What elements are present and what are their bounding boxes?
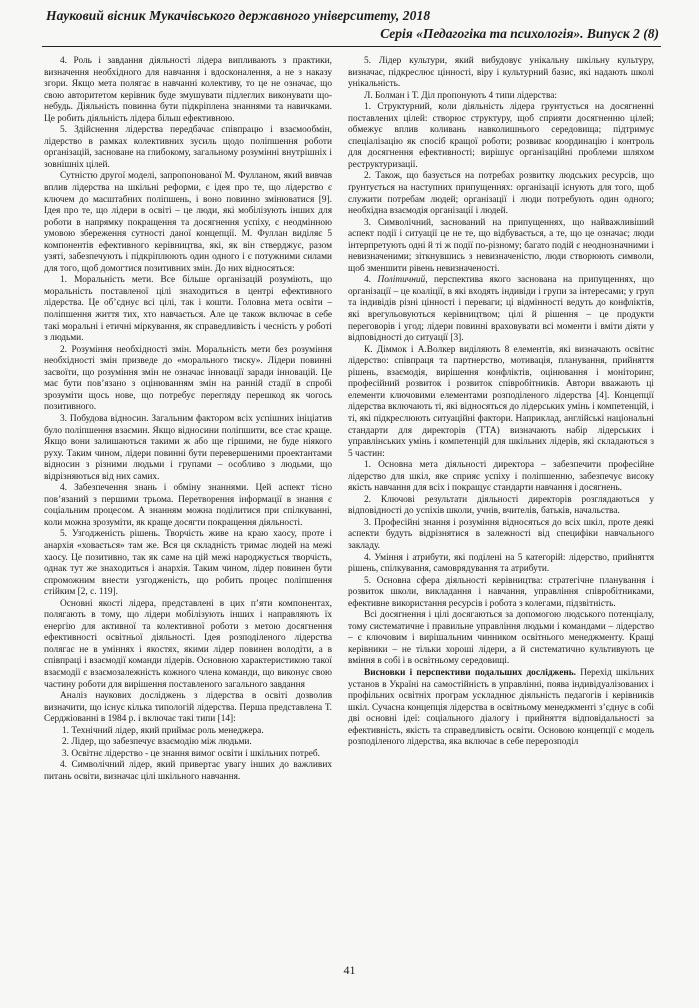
paragraph: Всі досягнення і цілі досягаються за допомогою людського потенціалу, тому систематичне і правильне управління людьми і командами – лідерство – є ключовим і вирішальним чинником освітнього менеджменту. Кращі керівники – не тільки хороші лідери, а й систематично культивують це вміння в собі і в освітньому середовищі. xyxy=(348,610,654,667)
left-column xyxy=(44,56,332,783)
conclusion-body: Перехід шкільних установ в Україні на самостійність в управлінні, поява індивідуалізованих і профільних освітніх програм ускладнює діяльність педагогів і керівників шкіл. Сучасна концепція лідерства в освітньому менеджменті з’єднує в собі дві основні ідеї: соціального діалогу і прийняття відповідальності за ефективність, якість та справедливість освіти. Основою концепції є модель розподіленого лідерства, яка включає в себе перерозподіл xyxy=(348,667,654,748)
paragraph: Л. Болман і Т. Діл пропонують 4 типи лідерства: xyxy=(364,90,558,101)
header-divider xyxy=(42,46,661,47)
paragraph: 4. Уміння і атрибути, які поділені на 5 категорій: лідерство, прийняття рішень, спілкування, самоврядування та атрибути. xyxy=(348,552,654,575)
paragraph: 5. Лідер культури, який вибудовує унікальну шкільну культуру, визначає, підкреслює цінності, віру і культурний базис, які надають школі унікальність. xyxy=(348,56,654,90)
paragraph: 5. Узгодженість рішень. Творчість живе на краю хаосу, проте і анархія «ховається» там же. Вся ця складність тримає людей на межі хаосу. Це позитивно, так як саме на цій межі народжується творчість, однак тут же знаходиться і анархія. Таким чином, лідер повинен бути спроможним внести узгодженість, що робить процес поліпшення стійким [2, с. 119]. xyxy=(44,529,332,598)
list-item: 1. Технічний лідер, який приймає роль менеджера. xyxy=(62,725,264,736)
paragraph: 4. Символічний лідер, який привертає увагу інших до важливих питань освіти, визначає цілі шкільного навчання. xyxy=(44,760,332,782)
paragraph: 2. Ключові результати діяльності директорів розглядаються у відповідності до успіхів школи, учнів, вчителів, батьків, начальства. xyxy=(348,494,654,517)
paragraph: 2. Також, що базується на потребах розвитку людських ресурсів, що ґрунтується на наступних припущеннях: організації існують для того, щоб служити потребам людей; організації і люди потребують один одного; необхідна взаємодія організації і людей. xyxy=(348,171,654,217)
series-title: Серія «Педагогіка та психологія». Випуск 2 (8) xyxy=(380,26,659,41)
page-number: 41 xyxy=(343,963,356,977)
paragraph: Основні якості лідера, представлені в цих п’яти компонентах, полягають в тому, що лідери мобілізують інших і направляють їх енергію для активної та колективної роботи з метою досягнення ефективності освітньої діяльності. Ідея розподіленого лідерства полягає не в уміннях і якостях, якими лідер повинен володіти, а в співпраці і взаємодії команди лідерів. Основною характеристикою такої взаємодії є взаємозалежність кожного члена команди, що виконує свою частину роботи для вирішення поставленого загального завдання xyxy=(44,598,332,690)
paragraph: Аналіз наукових досліджень з лідерства в освіті дозволив визначити, що існує кілька типологій лідерства. Перша представлена Т. Серджіованні в 1984 р. і включає такі типи [14]: xyxy=(44,691,332,725)
paragraph: 4. Забезпечення знань і обміну знаннями. Цей аспект тісно пов’язаний з першими трьома. Перетворення інформації в знання є соціальним процесом. А знанням можна поділитися при спілкуванні, коли можна зрозуміти, як краще досягти покращення діяльності. xyxy=(44,483,332,528)
conclusion-heading: Висновки і перспективи подальших досліджень. xyxy=(364,667,577,678)
list-item: 2. Лідер, що забезпечує взаємодію між людьми. xyxy=(62,737,252,748)
list-item: 3. Освітнє лідерство - це знання вимог освіти і шкільних потреб. xyxy=(62,748,320,759)
paragraph: 4. Роль і завдання діяльності лідера випливають з практики, визначення необхідного для навчання і вдосконалення, а не з наказу згори. Якщо мета полягає в навчанні колективу, то це не означає, що свою авторитетом керівник буде змушувати підлеглих виконувати що-небудь. Діяльність повинна бути підкріплена знаннями та навичками. Це робить діяльність лідера більш ефективною. xyxy=(44,56,332,124)
paragraph: 3. Символічний, заснований на припущеннях, що найважливіший аспект події і ситуації це не те, що відбувається, а те, що це означає; люди інтерпретують одні й ті ж події по-різному; багато подій є неоднозначними і невизначеними; зіткнувшись з невизначеністю, люди створюють символи, щоб зменшити рівень невизначеності. xyxy=(348,217,654,274)
paragraph: К. Діммок і А.Волкер виділяють 8 елементів, які визначають освітнє лідерство: співпраця та партнерство, мотивація, планування, прийняття рішень, взаємодія, вирішення конфліктів, оцінювання і моніторинг, професійний розвиток і розвиток співробітників. Автори вважають ці елементи ключовими елементами розподіленого лідерства [4]. Концепції лідерства включають ті, які відносяться до лідерських умінь і компетенцій, і ті, які підкреслюють ситуаційні фактори. Наприклад, англійські національні стандарти для директорів (ТТА) визначають набір лідерських і управлінських умінь і компетенцій для шкільних лідерів, які складаються з 5 частин: xyxy=(348,344,654,459)
paragraph: 4. Політичний, перспектива якого заснована на припущеннях, що організації – це коаліції, в які входять індивіди і групи за інтересами; у груп та індивідів різні цінності і переваги; ці відмінності ведуть до конфліктів, які врегульовуються керівництвом; цілі й рішення – це продукти переговорів і угод; лідери повинні враховувати всі моменти і вміти діяти у відповідності до ситуації [3]. xyxy=(348,275,654,344)
paragraph: 2. Розуміння необхідності змін. Моральність мети без розуміння необхідності змін призведе до «морального тиску». Лідери повинні засвоїти, що розуміння змін не означає інновації заради інновацій. Це має бути пов’язано з оцінюванням змін на ранній стадії в спробі зрозуміти щось нове, що потребує перегляду перешкод як чогось позитивного. xyxy=(44,344,332,413)
paragraph: 3. Професійні знання і розуміння відносяться до всіх шкіл, проте деякі аспекти будуть відрізнятися в залежності від специфіки навчального закладу. xyxy=(348,517,654,551)
paragraph: 3. Побудова відносин. Загальним фактором всіх успішних ініціатив було поліпшення взаємин. Якщо відносини поліпшити, все стає краще. Якщо вони залишаються такими ж або ще гіршими, не буде ніякого руху. Таким чином, лідери повинні бути перевершеними проектантами відносин з різними людьми і групами – особливо з людьми, що відрізняються від них самих. xyxy=(44,413,332,482)
paragraph: 5. Основна сфера діяльності керівництва: стратегічне планування і розвиток школи, викладання і навчання, управління співробітниками, ефективне використання ресурсів і робота з колегами, підзвітність. xyxy=(348,575,654,609)
conclusion-paragraph xyxy=(348,668,654,749)
emphasized-term: Політичний xyxy=(377,275,426,286)
paragraph: 1. Структурний, коли діяльність лідера грунтується на досягненні поставлених цілей: створює структуру, щоб сприяти досягненню цілей; обмежує вплив коливань навколишнього середовища; підтримує спеціалізацію як спосіб кращої роботи; розвиває координацію і контроль для досягнення ефективності; вирішує організаційні проблеми шляхом реструктуризації. xyxy=(348,102,654,170)
paragraph: 1. Основна мета діяльності директора – забезпечити професійне лідерство для шкіл, яке сприяє успіху і поліпшенню, забезпечує високу якість навчання для всіх і покращує стандарти навчання і досягнень. xyxy=(348,460,654,494)
right-column xyxy=(348,56,654,749)
paragraph: 5. Здійснення лідерства передбачає співпрацю і взаємообмін, лідерство в рамках колективних зусиль щодо поліпшення роботи організацій, засноване на глибокому, загальному розумінні внутрішніх і зовнішніх цілей. xyxy=(44,125,332,170)
paragraph: 1. Моральність мети. Все більше організацій розуміють, що моральність поставленої цілі знаходиться в центрі ефективного лідерства. Це об’єднує всі цілі, так і кошти. Головна мета освіти – поліпшення життя тих, хто навчається. Але це також включає в себе такі моральні і етичні міркування, як справедливість і чесність у роботі з людьми. xyxy=(44,275,332,344)
paragraph: Сутністю другої моделі, запропонованої М. Фулланом, який вивчав вплив лідерства на шкільні реформи, є ідея про те, що лідерство є ключем до масштабних поліпшень, і воно повинно змінюватися [9]. Ідея про те, що лідери в освіті – це люди, які мобілізують інших для роботи в напрямку покращення та досягнення успіху, є неодмінною умовою збереження сутності даної концепції. М. Фуллан виділяє 5 компонентів ефективного керівництва, які, як він стверджує, разом узяті, забезпечують і підкріплюють один одного і є потужними силами для того, щоб домогтися позитивних змін. До них відносяться: xyxy=(44,171,332,274)
journal-title: Науковий вісник Мукачівського державного університету, 2018 xyxy=(46,8,431,23)
